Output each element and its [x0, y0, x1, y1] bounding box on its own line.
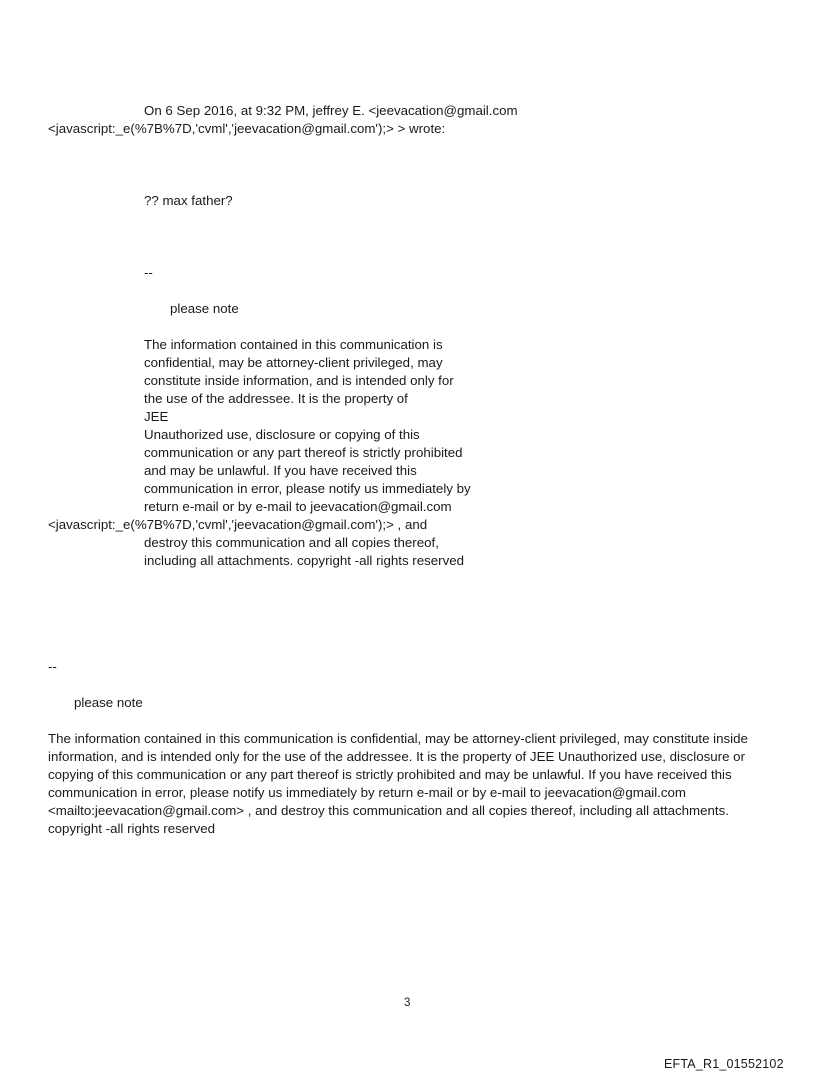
quoted-note-heading: please note — [170, 301, 239, 316]
quoted-disclaimer-tail — [144, 534, 464, 570]
quoted-disclaimer-link-line: <javascript:_e(%7B%7D,'cvml','jeevacation@gmail.com');> , and — [48, 517, 428, 532]
quoted-disclaimer-line: including all attachments. copyright -all rights reserved — [144, 553, 465, 568]
quoted-disclaimer-line: confidential, may be attorney-client privileged, may — [144, 355, 443, 370]
quoted-disclaimer-line: and may be unlawful. If you have received this — [144, 463, 417, 478]
quoted-header-line-2: <javascript:_e(%7B%7D,'cvml','jeevacation@gmail.com');> > wrote: — [48, 121, 446, 136]
quoted-disclaimer-line: return e-mail or by e-mail to jeevacation@gmail.com — [144, 499, 452, 514]
quoted-disclaimer-line: destroy this communication and all copies thereof, — [144, 535, 439, 550]
quoted-disclaimer-line: JEE — [144, 409, 169, 424]
quoted-disclaimer-line: communication in error, please notify us immediately by — [144, 481, 471, 496]
outer-disclaimer: The information contained in this communication is confidential, may be attorney-client privileged, may constitute inside information, and is intended only for the use of the addressee. It is the property of JEE Unauthorized use, disclosure or copying of this communication or any part thereof is strictly prohibited and may be unlawful. If you have received this communication in error, please notify us immediately by return e-mail or by e-mail to jeevacation@gmail.com <mailto:jeevacation@gmail.com> , and destroy this communication and all copies thereof, including all attachments. copyright -all rights reserved — [48, 731, 748, 836]
quoted-disclaimer — [144, 336, 471, 516]
quoted-disclaimer-line: Unauthorized use, disclosure or copying of this — [144, 427, 420, 442]
document-id: EFTA_R1_01552102 — [664, 1057, 784, 1071]
outer-signature-separator: -- — [48, 659, 57, 674]
quoted-message-body: ?? max father? — [144, 193, 233, 208]
quoted-disclaimer-line: communication or any part thereof is strictly prohibited — [144, 445, 463, 460]
page-number: 3 — [404, 997, 411, 1009]
quoted-signature-separator: -- — [144, 265, 153, 280]
quoted-header-line-1: On 6 Sep 2016, at 9:32 PM, jeffrey E. <jeevacation@gmail.com — [144, 103, 518, 118]
quoted-disclaimer-line: The information contained in this communication is — [144, 337, 443, 352]
quoted-disclaimer-line: the use of the addressee. It is the property of — [144, 391, 408, 406]
outer-note-heading: please note — [74, 695, 143, 710]
quoted-disclaimer-line: constitute inside information, and is intended only for — [144, 373, 454, 388]
